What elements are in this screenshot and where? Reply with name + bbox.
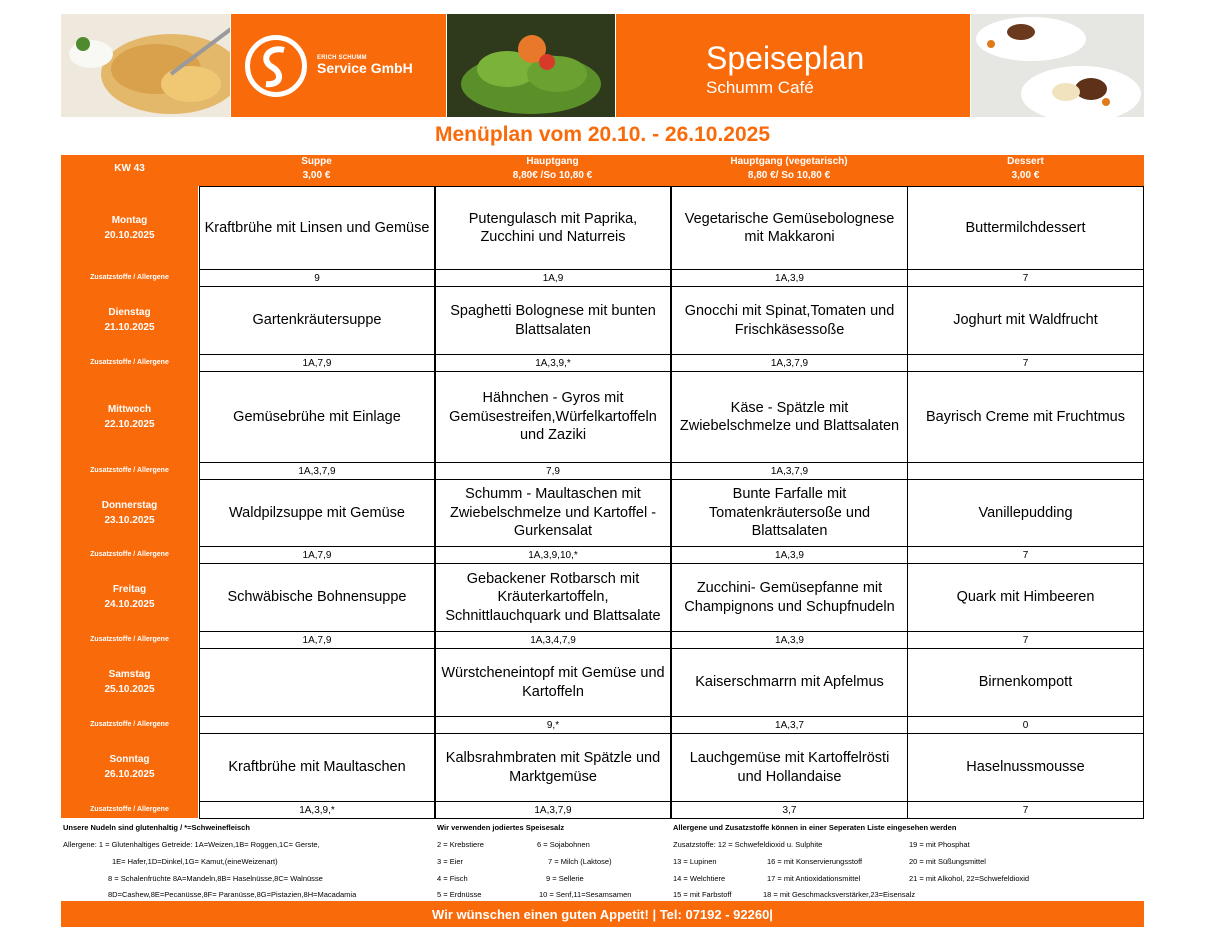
- day-date: 26.10.2025: [104, 769, 155, 780]
- footer-list-note: Allergene und Zusatzstoffe können in einer Seperaten Liste eingesehen werden: [673, 823, 957, 832]
- slogan-bar: [61, 901, 1144, 927]
- allergen-cell: 1A,3,7,9: [671, 354, 908, 372]
- allergen-row-label: Zusatzstoffe / Allergene: [90, 359, 169, 366]
- dish-cell: Schumm - Maultaschen mit Zwiebelschmelze und Kartoffel - Gurkensalat: [435, 479, 671, 547]
- dish-cell: Waldpilzsuppe mit Gemüse: [199, 479, 435, 547]
- dish-cell: Gnocchi mit Spinat,Tomaten und Frischkäsessoße: [671, 286, 908, 355]
- dish-cell: Schwäbische Bohnensuppe: [199, 563, 435, 632]
- dish-cell: Bayrisch Creme mit Fruchtmus: [907, 371, 1144, 463]
- dish-cell: Kraftbrühe mit Maultaschen: [199, 733, 435, 802]
- dish-cell: Gebackener Rotbarsch mit Kräuterkartoffeln, Schnittlauchquark und Blattsalate: [435, 563, 671, 632]
- footer-allergen-item: 6 = Sojabohnen: [537, 840, 590, 849]
- footer-allergens: 8 = Schalenfrüchte 8A=Mandeln,8B= Haselnüsse,8C= Walnüsse: [108, 874, 323, 883]
- logo-icon: [245, 35, 307, 97]
- slogan-text: Wir wünschen einen guten Appetit! | Tel: 07192 - 92260|: [432, 906, 773, 922]
- dish-cell: Joghurt mit Waldfrucht: [907, 286, 1144, 355]
- allergen-cell: 9: [199, 269, 435, 287]
- day-name: Dienstag: [108, 307, 151, 318]
- company-name: Service GmbH: [317, 60, 413, 77]
- footer-additive: 18 = mit Geschmacksverstärker,23=Eisensalz: [763, 890, 916, 899]
- allergen-cell: 1A,3,4,7,9: [435, 631, 671, 649]
- footer-allergen-item: 3 = Eier: [437, 857, 464, 866]
- allergen-cell: 7: [907, 801, 1144, 819]
- day-date: 21.10.2025: [104, 322, 155, 333]
- allergen-cell: 7: [907, 354, 1144, 372]
- footer-allergen-item: 9 = Sellerie: [546, 874, 584, 883]
- allergen-cell: 1A,9: [435, 269, 671, 287]
- day-label: [61, 286, 198, 354]
- allergen-cell: 7: [907, 269, 1144, 287]
- allergen-cell: 1A,3,7,9: [199, 462, 435, 480]
- allergen-row-label: Zusatzstoffe / Allergene: [90, 274, 169, 281]
- day-name: Donnerstag: [101, 499, 158, 511]
- allergen-cell: 9,*: [435, 716, 671, 734]
- day-label: [61, 186, 198, 269]
- allergen-cell: 7,9: [435, 462, 671, 480]
- day-date: 20.10.2025: [104, 229, 155, 241]
- dish-cell: Kalbsrahmbraten mit Spätzle und Marktgemüse: [435, 733, 671, 802]
- allergen-cell: 7: [907, 546, 1144, 564]
- col-header-dessert: Dessert 3,00 €: [1007, 156, 1044, 181]
- day-date: 24.10.2025: [104, 599, 155, 610]
- page-subtitle: Schumm Café: [706, 78, 814, 97]
- day-label: [61, 563, 198, 631]
- allergen-cell: 1A,3,7,9: [435, 801, 671, 819]
- title-banner: [616, 14, 970, 117]
- allergen-cell: 1A,7,9: [199, 631, 435, 649]
- footer-additive: 13 = Lupinen: [673, 857, 717, 866]
- dish-cell: Käse - Spätzle mit Zwiebelschmelze und Blattsalaten: [671, 371, 908, 463]
- footer-allergen-item: 10 = Senf,11=Sesamsamen: [539, 890, 632, 899]
- footer-note: Unsere Nudeln sind glutenhaltig / *=Schweinefleisch: [63, 823, 250, 832]
- allergen-cell: 1A,7,9: [199, 354, 435, 372]
- dish-cell: Hähnchen - Gyros mit Gemüsestreifen,Würfelkartoffeln und Zaziki: [435, 371, 671, 463]
- allergen-cell: 1A,3,9: [671, 546, 908, 564]
- dish-cell: Birnenkompott: [907, 648, 1144, 717]
- dish-cell: Putengulasch mit Paprika, Zucchini und Naturreis: [435, 186, 671, 270]
- dish-cell: Vanillepudding: [907, 479, 1144, 547]
- company-name-small: ERICH SCHUMM: [317, 55, 367, 61]
- day-date: 22.10.2025: [104, 418, 155, 430]
- dish-cell: Quark mit Himbeeren: [907, 563, 1144, 632]
- allergen-cell: 1A,3,7: [671, 716, 908, 734]
- allergen-cell: 1A,3,9,*: [435, 354, 671, 372]
- day-name: Freitag: [112, 584, 147, 595]
- col-header-hauptgang: Hauptgang 8,80€ /So 10,80 €: [512, 156, 593, 181]
- allergen-cell: 1A,3,9: [671, 631, 908, 649]
- footer-additive: 19 = mit Phosphat: [909, 840, 970, 849]
- dish-cell: Lauchgemüse mit Kartoffelrösti und Hollandaise: [671, 733, 908, 802]
- day-name: Mittwoch: [107, 403, 152, 415]
- dish-cell: Bunte Farfalle mit Tomatenkräutersoße und Blattsalaten: [671, 479, 908, 547]
- day-label: [61, 733, 198, 801]
- footer-additive: 21 = mit Alkohol, 22=Schwefeldioxid: [909, 874, 1030, 883]
- allergen-cell: [907, 462, 1144, 480]
- allergen-cell: 1A,3,9,*: [199, 801, 435, 819]
- day-name: Sonntag: [109, 754, 150, 765]
- dish-cell: Kaiserschmarrn mit Apfelmus: [671, 648, 908, 717]
- footer-allergens: 1E= Hafer,1D=Dinkel,1G= Kamut,(eineWeizenart): [112, 857, 278, 866]
- allergen-row-label: Zusatzstoffe / Allergene: [90, 636, 169, 643]
- allergen-row-label: Zusatzstoffe / Allergene: [90, 551, 169, 558]
- dish-cell: Kraftbrühe mit Linsen und Gemüse: [199, 186, 435, 270]
- dish-cell: [199, 648, 435, 717]
- footer-allergen-item: 7 = Milch (Laktose): [548, 857, 612, 866]
- col-header-vegetarisch: Hauptgang (vegetarisch) 8,80 €/ So 10,80 €: [730, 156, 848, 181]
- footer-allergen-item: 2 = Krebstiere: [437, 840, 484, 849]
- dish-cell: Spaghetti Bolognese mit bunten Blattsalaten: [435, 286, 671, 355]
- dish-cell: Buttermilchdessert: [907, 186, 1144, 270]
- footer-additive: 14 = Welchtiere: [673, 874, 726, 883]
- page-title: Speiseplan: [706, 40, 865, 76]
- dish-cell: Haselnussmousse: [907, 733, 1144, 802]
- dish-cell: Gartenkräutersuppe: [199, 286, 435, 355]
- menu-title: Menüplan vom 20.10. - 26.10.2025: [435, 123, 770, 146]
- allergen-cell: 1A,3,9: [671, 269, 908, 287]
- allergen-row-label: Zusatzstoffe / Allergene: [90, 806, 169, 813]
- footer-allergen-item: 5 = Erdnüsse: [437, 890, 482, 899]
- allergen-cell: 3,7: [671, 801, 908, 819]
- day-label: [61, 648, 198, 716]
- allergen-cell: 0: [907, 716, 1144, 734]
- company-logo: [231, 14, 446, 117]
- allergen-cell: 1A,3,7,9: [671, 462, 908, 480]
- dish-cell: Zucchini- Gemüsepfanne mit Champignons und Schupfnudeln: [671, 563, 908, 632]
- dish-cell: Würstcheneintopf mit Gemüse und Kartoffeln: [435, 648, 671, 717]
- footer-additive: 17 = mit Antioxidationsmittel: [767, 874, 861, 883]
- food-photo-salad: [447, 14, 615, 117]
- dish-cell: Gemüsebrühe mit Einlage: [199, 371, 435, 463]
- footer-additive: 16 = mit Konservierungsstoff: [767, 857, 863, 866]
- day-date: 25.10.2025: [104, 684, 155, 695]
- footer-additive: 15 = mit Farbstoff: [673, 890, 732, 899]
- footer-additive: 20 = mit Süßungsmittel: [909, 857, 986, 866]
- day-label: [61, 479, 198, 546]
- food-photo-meatballs: [971, 14, 1144, 117]
- footer-allergens: 8D=Cashew,8E=Pecanüsse,8F= Paranüsse,8G=Pistazien,8H=Macadamia: [108, 890, 357, 899]
- footer-allergens: Allergene: 1 = Glutenhaltiges Getreide: 1A=Weizen,1B= Roggen,1C= Gerste,: [63, 840, 320, 849]
- allergen-cell: 7: [907, 631, 1144, 649]
- allergen-row-label: Zusatzstoffe / Allergene: [90, 467, 169, 474]
- footer-salt-note: Wir verwenden jodiertes Speisesalz: [437, 823, 565, 832]
- allergen-row-label: Zusatzstoffe / Allergene: [90, 721, 169, 728]
- day-date: 23.10.2025: [104, 514, 155, 526]
- day-name: Montag: [111, 214, 148, 226]
- dish-cell: Vegetarische Gemüsebolognese mit Makkaroni: [671, 186, 908, 270]
- allergen-cell: 1A,7,9: [199, 546, 435, 564]
- col-header-suppe: Suppe 3,00 €: [301, 156, 332, 181]
- footer-allergen-item: 4 = Fisch: [437, 874, 468, 883]
- allergen-cell: [199, 716, 435, 734]
- day-name: Samstag: [108, 669, 151, 680]
- day-label: [61, 371, 198, 462]
- allergen-cell: 1A,3,9,10,*: [435, 546, 671, 564]
- food-photo-pasta: [61, 14, 230, 117]
- week-label: KW 43: [114, 163, 145, 174]
- footer-additive: Zusatzstoffe: 12 = Schwefeldioxid u. Sulphite: [673, 840, 823, 849]
